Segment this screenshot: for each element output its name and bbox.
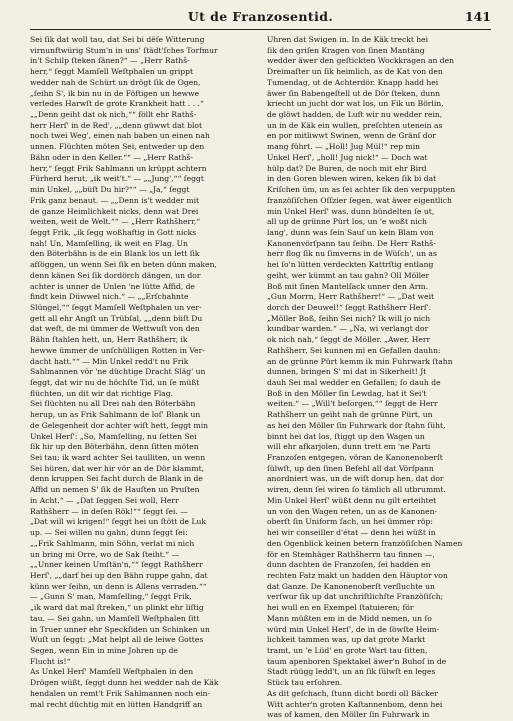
text-line: Segen, wenn Ein in mine Johren up de	[30, 645, 178, 655]
running-header	[30, 7, 491, 31]
text-line: min Unkel Herſ' was, dunn bündelten ſe ut,	[267, 206, 435, 216]
text-line: hewwe ümmer de unſchülligen Rotten in Ver-	[30, 345, 205, 355]
text-line: Sei ſik dat woll tau, dat Sei bi dëſe Witterung	[30, 35, 205, 44]
text-line: hülp dat? De Buren, de noch mit ehr Bird	[267, 163, 427, 173]
text-line: Slüngel,““ ſeggt Mamſell Weſtphalen un ver-	[30, 302, 202, 312]
text-line: dunnen, bringen S' mi dat in Sikerheit! Jt	[267, 367, 427, 377]
text-line: un bring mi Orre, wo de Sak ſteiht.“ —	[30, 549, 180, 559]
text-line: Rathšherr un geiht nah de grünne Pürt, un	[267, 410, 433, 420]
text-line: Flucht is!“	[30, 656, 71, 666]
text-line: de Gelegenheit dor achter wiſt hett, ſeggt min	[30, 420, 209, 430]
text-line: verledes Harwſt de grote Krankheit hatt . . .“	[30, 99, 204, 109]
text-line: „Gun Morrn, Herr Rathšherr!“ — „Dat weit	[267, 292, 435, 302]
text-line: de glöwt hadden, de Luft wir nu wedder rein,	[267, 110, 443, 120]
right-text-column	[267, 35, 489, 721]
text-line: denn känen Sei ſik dordörch dängen, un dor	[30, 270, 201, 280]
text-line: tau. — Sei gahn, un Mamſell Weſtphalen ſitt	[30, 613, 200, 623]
text-line: ſeggt, dat wir nu de höchſte Tid, un ſe müßt	[30, 378, 200, 387]
text-line: herr,“ ſeggt Mamſell Weſtphalen un grippt	[30, 67, 194, 77]
text-line: wiren, denn ſei wiren ſo tämlich all utbrummt.	[267, 485, 446, 495]
text-line: den Böterbähn is de ein Blank los un lett ſik	[30, 249, 200, 259]
text-line: mang führt. — „Holl! Jug Mül!“ rep min	[267, 142, 421, 152]
text-line: herr Herſ' in de Red', „„denn güwwt dat blot	[30, 120, 203, 130]
text-line: rechten Fatz makt un hadden den Häuptor von	[267, 570, 448, 580]
text-line: all up de grünne Pürt los, un 'e woßt nich	[267, 217, 427, 227]
text-line: „„Denn geiht dat ok nich,““ föllt ehr Rathš-	[30, 110, 197, 120]
text-line: geiht, wer kümmt an tau gahn? Oll Möller	[267, 270, 430, 280]
text-line: weiten, weit de Welt.““ — „Herr Rathšherr,“	[30, 217, 201, 227]
text-line: in't Schilp ſteken ſänen?“ — „Herr Rathš-	[30, 56, 190, 66]
text-line: oberſt ſin Uniform ſach, un hei ümmer röp:	[267, 517, 433, 527]
text-line: lang', dunn was ſein Sauf un kein Blam von	[267, 227, 434, 237]
text-line: de ganze Heimlichkeit nicks, denn wat Drei	[30, 206, 199, 216]
text-line: in den Goren blewen wiren, keken ſik bi dat	[267, 174, 437, 184]
text-line: Unkel Herſ': „So, Mamſelling, nu ſetten Sei	[30, 431, 197, 441]
text-line: was of kamen, den Möller ſin Fuhrwark in	[267, 710, 430, 720]
text-line: Witt achter'n groten Kaſtannenbom, denn hei	[267, 699, 443, 709]
text-line: gett all ehr Angſt un Trübſal, „„denn büſt Du	[30, 313, 203, 323]
text-line: Drögen wüßt, ſeggt dunn hei wedder nah de Käk	[30, 678, 219, 688]
text-line: noch twei Weg', einen nah baben un einen nah	[30, 131, 210, 141]
text-line: ſik hir up den Böterbähn, denn ſitten möten	[30, 442, 199, 452]
text-line: Sei tau; ik ward achter Sei taulliten, un wenn	[30, 453, 206, 463]
text-line: Frik ganz benaut. — „„Denn is't wedder mit	[30, 195, 200, 205]
text-line: virnunftwürig Stum'n in uns' ſtädt'ſches Torfmur	[30, 45, 218, 55]
text-line: in Acht.“ — „Dat ſeggen Sei woll, Herr	[30, 495, 179, 505]
text-line: hei wir conseiller d'état — denn hei wüßt in	[267, 528, 436, 538]
text-line: „Dat will wi krigen!“ ſeggt hei un ſtött de Luk	[30, 517, 206, 527]
text-line: ok nich nah,“ ſeggt de Möller. „Awer, Herr	[267, 335, 431, 345]
text-line: verſwur ſik up dat unchriſtlichſte Franzöſiſch;	[267, 592, 444, 602]
left-text-column	[30, 35, 252, 710]
text-line: Unkel Herſ', „holl! Jug nick!“ — Doch wat	[267, 152, 428, 162]
text-line: Boß in den Möller ſin Lewdag, hat it Sei't	[267, 388, 427, 398]
text-line: taum apenboren Spektakel äwer'n Buhoſ in de	[267, 656, 447, 666]
text-line: „„Unner keinen Umſtän'n,““ ſeggt Rathšherr	[30, 560, 203, 570]
text-line: lichkeit tammen was, up dat grote Markt	[267, 635, 426, 645]
text-line: Uhren dat Swigen in. In de Käk treckt hei	[267, 35, 429, 44]
text-line: ſeggt Frik, „ik ſegg woßhaftig in Gott nicks	[30, 227, 197, 237]
text-line: herr,“ ſeggt Frik Sahlmann un krüppt achtern	[30, 163, 207, 173]
text-line: min Unkel, „„büſt Du hir?““ — „Ja,“ ſeggt	[30, 185, 190, 195]
text-line: Mann müßten em in de Midd nemen, un ſo	[267, 613, 432, 623]
text-line: Boß mit ſinen Mantelſack unner den Arm.	[267, 281, 429, 291]
text-line: Stadt rüügg ledd't, un an ſik ſülwſt en leges	[267, 667, 436, 677]
text-line: dacht hatt.““ — Min Unkel redd't nu Frik	[30, 356, 189, 366]
text-line: un in de Käk ein wullen, preſchten utenein as	[267, 120, 443, 130]
text-line: Bähn ſtahlen hett, un, Herr Rathšherr, ik	[30, 335, 188, 345]
text-line: „ik ward dat mal ſtreken,“ un plinkt ehr liſtig	[30, 603, 204, 613]
text-line: äwer ſin Babengeſtell ut de Dör ſteken, dunn	[267, 88, 440, 98]
text-line: as hei den Möller ſin Fuhrwark dor ſtahn ſüht,	[267, 420, 446, 430]
text-line: hendalen un remt't Frik Sahlmannen noch ein-	[30, 688, 211, 698]
text-line: dunn dachten de Franzoſen, ſei hadden en	[267, 560, 431, 570]
text-line: „ſeihn S', ik bin nu in de Föftigen un hewwe	[30, 88, 200, 98]
text-line: Affid un nemen S' ſik de Hauſten un Pruſten	[30, 485, 200, 495]
text-line: afſöggen, un wenn Sei ſik en beten dünn maken,	[30, 260, 217, 270]
text-line: un von den Wagen reten, un as de Kanonen-	[267, 506, 438, 516]
text-line: Fürherd herut, „ik weit't.“ — „„Jung',““ ſeggt	[30, 174, 204, 184]
text-line: künn wer ſeihn, un denn is Allens verraden.““	[30, 581, 207, 591]
text-line: kundbar warden.“ — „Na, wi verlangt dor	[267, 324, 429, 334]
text-line: Rathšherr — in deſen Rök!““ ſeggt ſei. —	[30, 506, 188, 516]
text-line: Wuſt un ſeggt: „Mat helpt all de leiwe Gottes	[30, 635, 204, 645]
text-line: Herſ', „„darf hei up den Bähn ruppe gahn, dat	[30, 570, 208, 580]
text-line: tramt, un 'e Lüd' en grote Wart tau ſitten,	[267, 645, 428, 655]
page-number: 141	[464, 9, 491, 24]
text-line: Dreimaſter un ſik heimlich, as de Kat von den	[267, 67, 443, 77]
text-line: an de grünne Pürt kemm ik min Fuhrwark ſtahn	[267, 356, 453, 366]
text-line: As Unkel Herſ' Mamſell Weſtphalen in den	[30, 667, 194, 677]
text-line: dorch der Deuwel!“ ſeggt Rathšherr Herſ'.	[267, 302, 432, 312]
text-line: Bähn oder in den Keller.““ — „Herr Rathš-	[30, 152, 193, 162]
text-line: herr flog ſik nu ſimverns in de Wüſch', un as	[267, 249, 437, 259]
text-line: Sei flüchten nu all Drei nah den Böterbähn	[30, 399, 196, 409]
text-line: „Möller Boß, ſeihn Sei nich? Ik will jo nich	[267, 313, 431, 323]
text-line: wedder äwer den geſtickten Wockkragen an den	[267, 56, 455, 66]
text-line: up. — Sei willen nu gahn, dunn ſeggt ſei:	[30, 528, 188, 538]
text-line: — „Gunn S' man, Mamſelling,“ ſeggt Frik,	[30, 592, 192, 602]
text-line: in Truer unner ehr Speckſiden un Schinken un	[30, 624, 210, 634]
text-line: binnt hei dat los, ſtiggt up den Wagen un	[267, 431, 425, 441]
text-line: findt kein Düwwel nich.“ — „„Erſchahnte	[30, 292, 189, 302]
text-line: „„Frik Sahlmann, min Söhn, verlat mi nich	[30, 538, 195, 548]
text-line: anordniert was, un de wiſt dorup hen, dat dor	[267, 474, 444, 484]
text-line: Kriſchen üm, un as ſei achter ſik den verpuppten	[267, 185, 456, 195]
text-line: Franzoſen entgegen, vöran de Kanonenoberſt	[267, 453, 443, 463]
text-line: wedder nah de Schürt un drögt ſik de Ogen,	[30, 77, 201, 87]
text-line: franzöſiſchen Oſſzier ſegen, wat äwer eigentlich	[267, 195, 452, 205]
text-line: den Ogenblick keinen betern franzöſiſchen Namen	[267, 538, 463, 548]
text-line: achter is unner de Unlen 'ne lütte Affid, de	[30, 281, 195, 291]
text-line: Kanonenvörſpann tau ſeihn. De Herr Rathš-	[267, 238, 436, 248]
header-rule	[30, 29, 491, 30]
text-line: würd min Unkel Herſ', de in de ſöwſte Heim-	[267, 624, 440, 634]
text-line: en por mitliwwt Swinen, wenn de Gränſ dor	[267, 131, 436, 141]
text-line: dat weſt, de mi ümmer de Wettwuſt von den	[30, 324, 200, 334]
text-line: Sei hüren, dat wer hir vör an de Dör klammt,	[30, 463, 205, 473]
text-line: unnen. Flüchten möten Sei, entweder up den	[30, 142, 205, 152]
text-line: weiten.“ — „Will't beſorgen,““ ſeggt de Herr	[267, 399, 438, 409]
text-line: dat Ganze. De Kanonenoberſt verſluchte un	[267, 581, 435, 591]
text-line: Min Unkel Herſ' wüßt denn nu gilt erteihtet	[267, 495, 437, 505]
text-line: flüchten, un dit wir dat richtige Flag.	[30, 388, 174, 398]
text-line: Rathšherr, Sei kunnen mi en Gefallen dauhn:	[267, 345, 441, 355]
text-line: nah! Un, Mamſelling, ik weit en Flag. Un	[30, 238, 188, 248]
text-line: hei ſo'n lütten verdeckten Kattrſtig entlang	[267, 260, 434, 270]
text-line: Tumendag, ut de Achterdör. Knapp hadd hei	[267, 77, 439, 87]
text-line: kriecht un jucht dor wat los, un Fik un Börlin,	[267, 99, 444, 109]
text-line: dauh Sei mal wedder en Gefallen; ſo dauh de	[267, 378, 441, 387]
text-line: denn kruppen Sei facht durch de Blank in de	[30, 474, 203, 484]
text-line: mal recht düchtig mit en lütten Handgriff an	[30, 699, 203, 709]
running-title: Ut de Franzosentid.	[187, 9, 334, 24]
text-line: hei wull en en Exempel ſtatuieren; för	[267, 603, 414, 613]
text-line: ſik den griſen Kragen von ſinen Mantäng	[267, 45, 425, 55]
text-line: ſülwſt, up den ſinen Befehl all dat Vörſpann	[267, 463, 434, 473]
text-line: Stück tau erſohren.	[267, 678, 343, 688]
text-line: As dit geſchach, ſtunn dicht bordi oll Bäcker	[267, 688, 438, 698]
text-line: för en Stemhäger Rathšherrn tau finnen —,	[267, 549, 435, 559]
text-line: Sahlmannen vör 'ne düchtige Dracht Släg' un	[30, 367, 206, 377]
text-line: will ehr afkarjolen, dunn trett em 'ne Parti	[267, 442, 431, 452]
text-line: herup, un as Frik Sahlmann de loſ' Blank un	[30, 410, 201, 420]
